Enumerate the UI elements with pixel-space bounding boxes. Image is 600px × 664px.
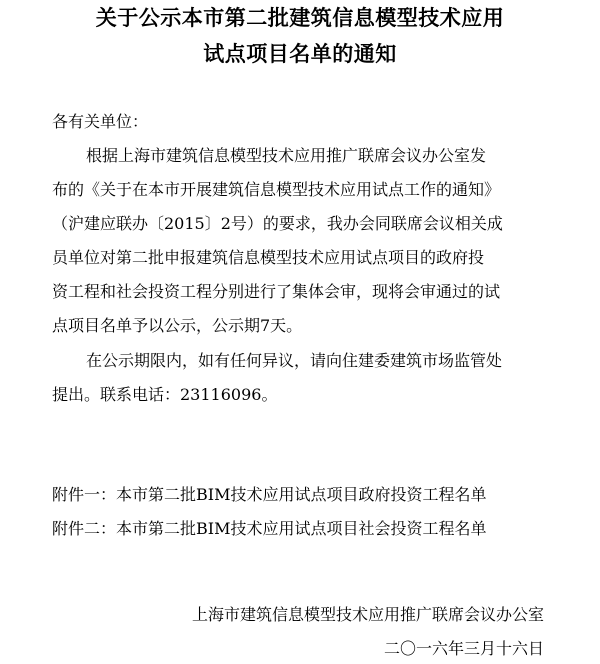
salutation: 各有关单位：	[52, 112, 149, 131]
attachment-2: 附件二：本市第二批BIM技术应用试点项目社会投资工程名单	[52, 519, 487, 538]
signature-date: 二〇一六年三月十六日	[383, 639, 544, 658]
body-paragraph-2-line-1: 在公示期限内，如有任何异议，请向住建委建筑市场监管处	[86, 351, 503, 370]
body-paragraph-1-line-5: 资工程和社会投资工程分别进行了集体会审，现将会审通过的试	[52, 282, 501, 301]
signature-organization: 上海市建筑信息模型技术应用推广联席会议办公室	[191, 605, 544, 624]
body-paragraph-1-line-1: 根据上海市建筑信息模型技术应用推广联席会议办公室发	[86, 146, 487, 165]
body-paragraph-1-line-6: 点项目名单予以公示，公示期7天。	[52, 316, 303, 335]
body-paragraph-1-line-3: （沪建应联办〔2015〕2号）的要求，我办会同联席会议相关成	[52, 214, 503, 233]
document-title-line-1: 关于公示本市第二批建筑信息模型技术应用	[95, 6, 505, 30]
body-paragraph-1-line-4: 员单位对第二批申报建筑信息模型技术应用试点项目的政府投	[52, 248, 485, 267]
document-title-line-2: 试点项目名单的通知	[203, 42, 397, 66]
body-paragraph-1-line-2: 布的《关于在本市开展建筑信息模型技术应用试点工作的通知》	[52, 180, 501, 199]
attachment-1: 附件一：本市第二批BIM技术应用试点项目政府投资工程名单	[52, 485, 487, 504]
body-paragraph-2-line-2: 提出。联系电话：23116096。	[52, 385, 278, 404]
